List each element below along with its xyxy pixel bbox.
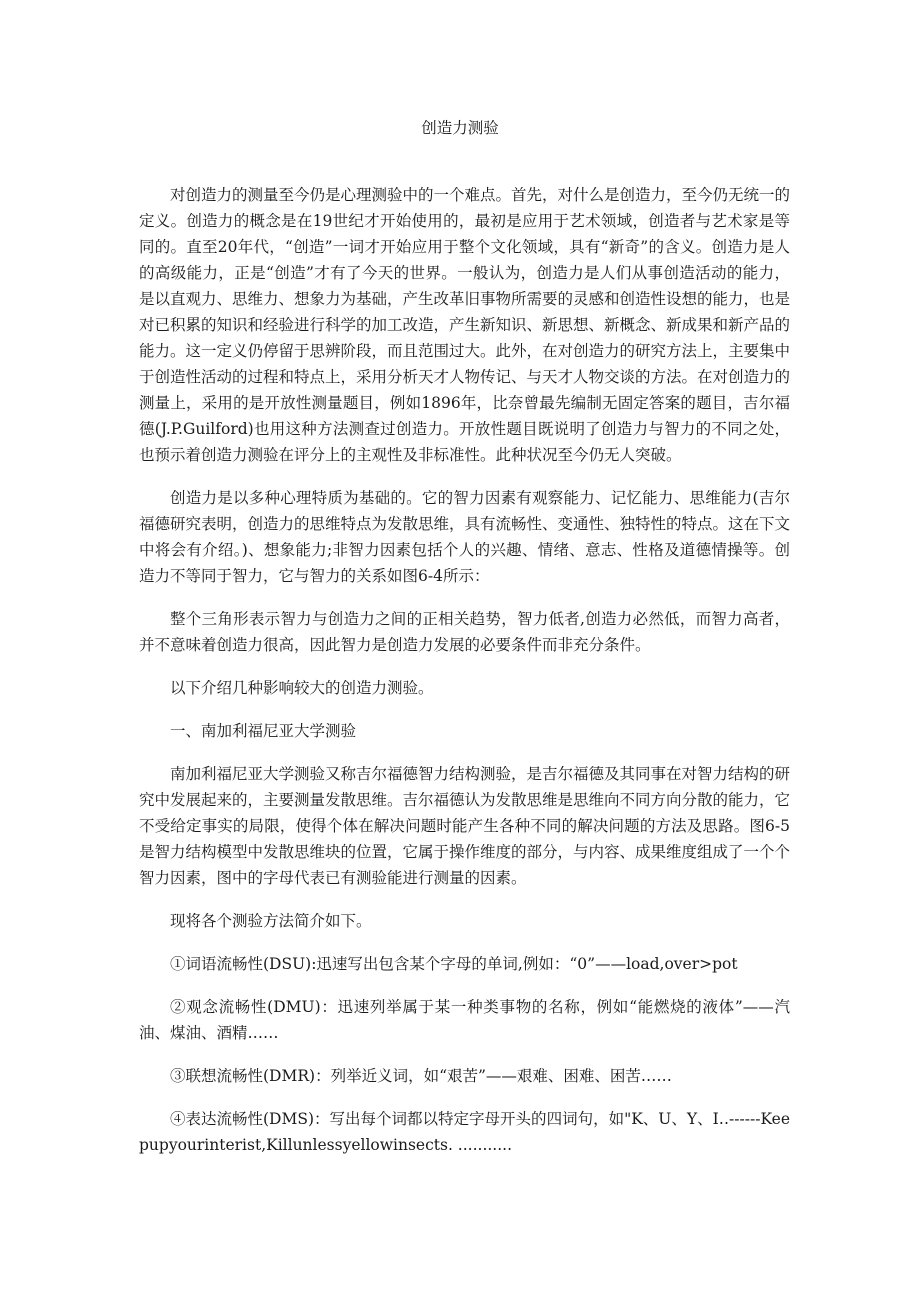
paragraph-psychological-traits: 创造力是以多种心理特质为基础的。它的智力因素有观察能力、记忆能力、思维能力(吉尔福德研究表明，创造力的思维特点为发散思维，具有流畅性、变通性、独特性的特点。这在下文中将会有介绍。)、想象能力;非智力因素包括个人的兴趣、情绪、意志、性格及道德情操等。创造力不等同于智力，它与智力的关系如图6-4所示：	[139, 489, 791, 585]
paragraph-usc-test: 南加利福尼亚大学测验又称吉尔福德智力结构测验，是吉尔福德及其同事在对智力结构的研究中发展起来的，主要测量发散思维。吉尔福德认为发散思维是思维向不同方向分散的能力，它不受给定事实的局限，使得个体在解决问题时能产生各种不同的解决问题的方法及思路。图6-5是智力结构模型中发散思维块的位置，它属于操作维度的部分，与内容、成果维度组成了一个个智力因素，图中的字母代表已有测验能进行测量的因素。	[139, 765, 791, 887]
paragraph-methods-intro: 现将各个测验方法简介如下。	[170, 912, 372, 930]
paragraph-definition: 对创造力的测量至今仍是心理测验中的一个难点。首先，对什么是创造力，至今仍无统一的定义。创造力的概念是在19世纪才开始使用的，最初是应用于艺术领域，创造者与艺术家是等同的。直至20年代，“创造”一词才开始应用于整个文化领域，具有“新奇”的含义。创造力是人的高级能力，正是“创造”才有了今天的世界。一般认为，创造力是人们从事创造活动的能力，是以直观力、思维力、想象力为基础，产生改革旧事物所需要的灵感和创造性设想的能力，也是对已积累的知识和经验进行科学的加工改造，产生新知识、新思想、新概念、新成果和新产品的能力。这一定义仍停留于思辨阶段，而且范围过大。此外，在对创造力的研究方法上，主要集中于创造性活动的过程和特点上，采用分析天才人物传记、与天才人物交谈的方法。在对创造力的测量上，采用的是开放性测量题目，例如1896年，比奈曾最先编制无固定答案的题目，吉尔福德(J.P.Guilford)也用这种方法测查过创造力。开放性题目既说明了创造力与智力的不同之处，也预示着创造力测验在评分上的主观性及非标准性。此种状况至今仍无人突破。	[139, 186, 791, 464]
document-body	[139, 182, 790, 1175]
paragraph-intro-tests: 以下介绍几种影响较大的创造力测验。	[170, 679, 434, 697]
page-title: 创造力测验	[421, 119, 499, 137]
paragraph-triangle-explanation: 整个三角形表示智力与创造力之间的正相关趋势，智力低者,创造力必然低，而智力高者，并不意味着创造力很高，因此智力是创造力发展的必要条件而非充分条件。	[139, 610, 790, 654]
section-heading-usc-test: 一、南加利福尼亚大学测验	[170, 722, 357, 740]
list-item-associational-fluency: ③联想流畅性(DMR)：列举近义词，如“艰苦”——艰难、困难、困苦……	[170, 1067, 672, 1085]
list-item-expressional-fluency: ④表达流畅性(DMS)：写出每个词都以特定字母开头的四词句，如"K、U、Y、I‥------Keepupyourinterist,Killunlessyellowinsects. ...........	[139, 1110, 790, 1154]
list-item-ideational-fluency: ②观念流畅性(DMU)：迅速列举属于某一种类事物的名称，例如“能燃烧的液体”——汽油、煤油、酒精……	[139, 998, 790, 1042]
list-item-word-fluency: ①词语流畅性(DSU):迅速写出包含某个字母的单词,例如：“0”——load,over>pot	[170, 955, 738, 973]
